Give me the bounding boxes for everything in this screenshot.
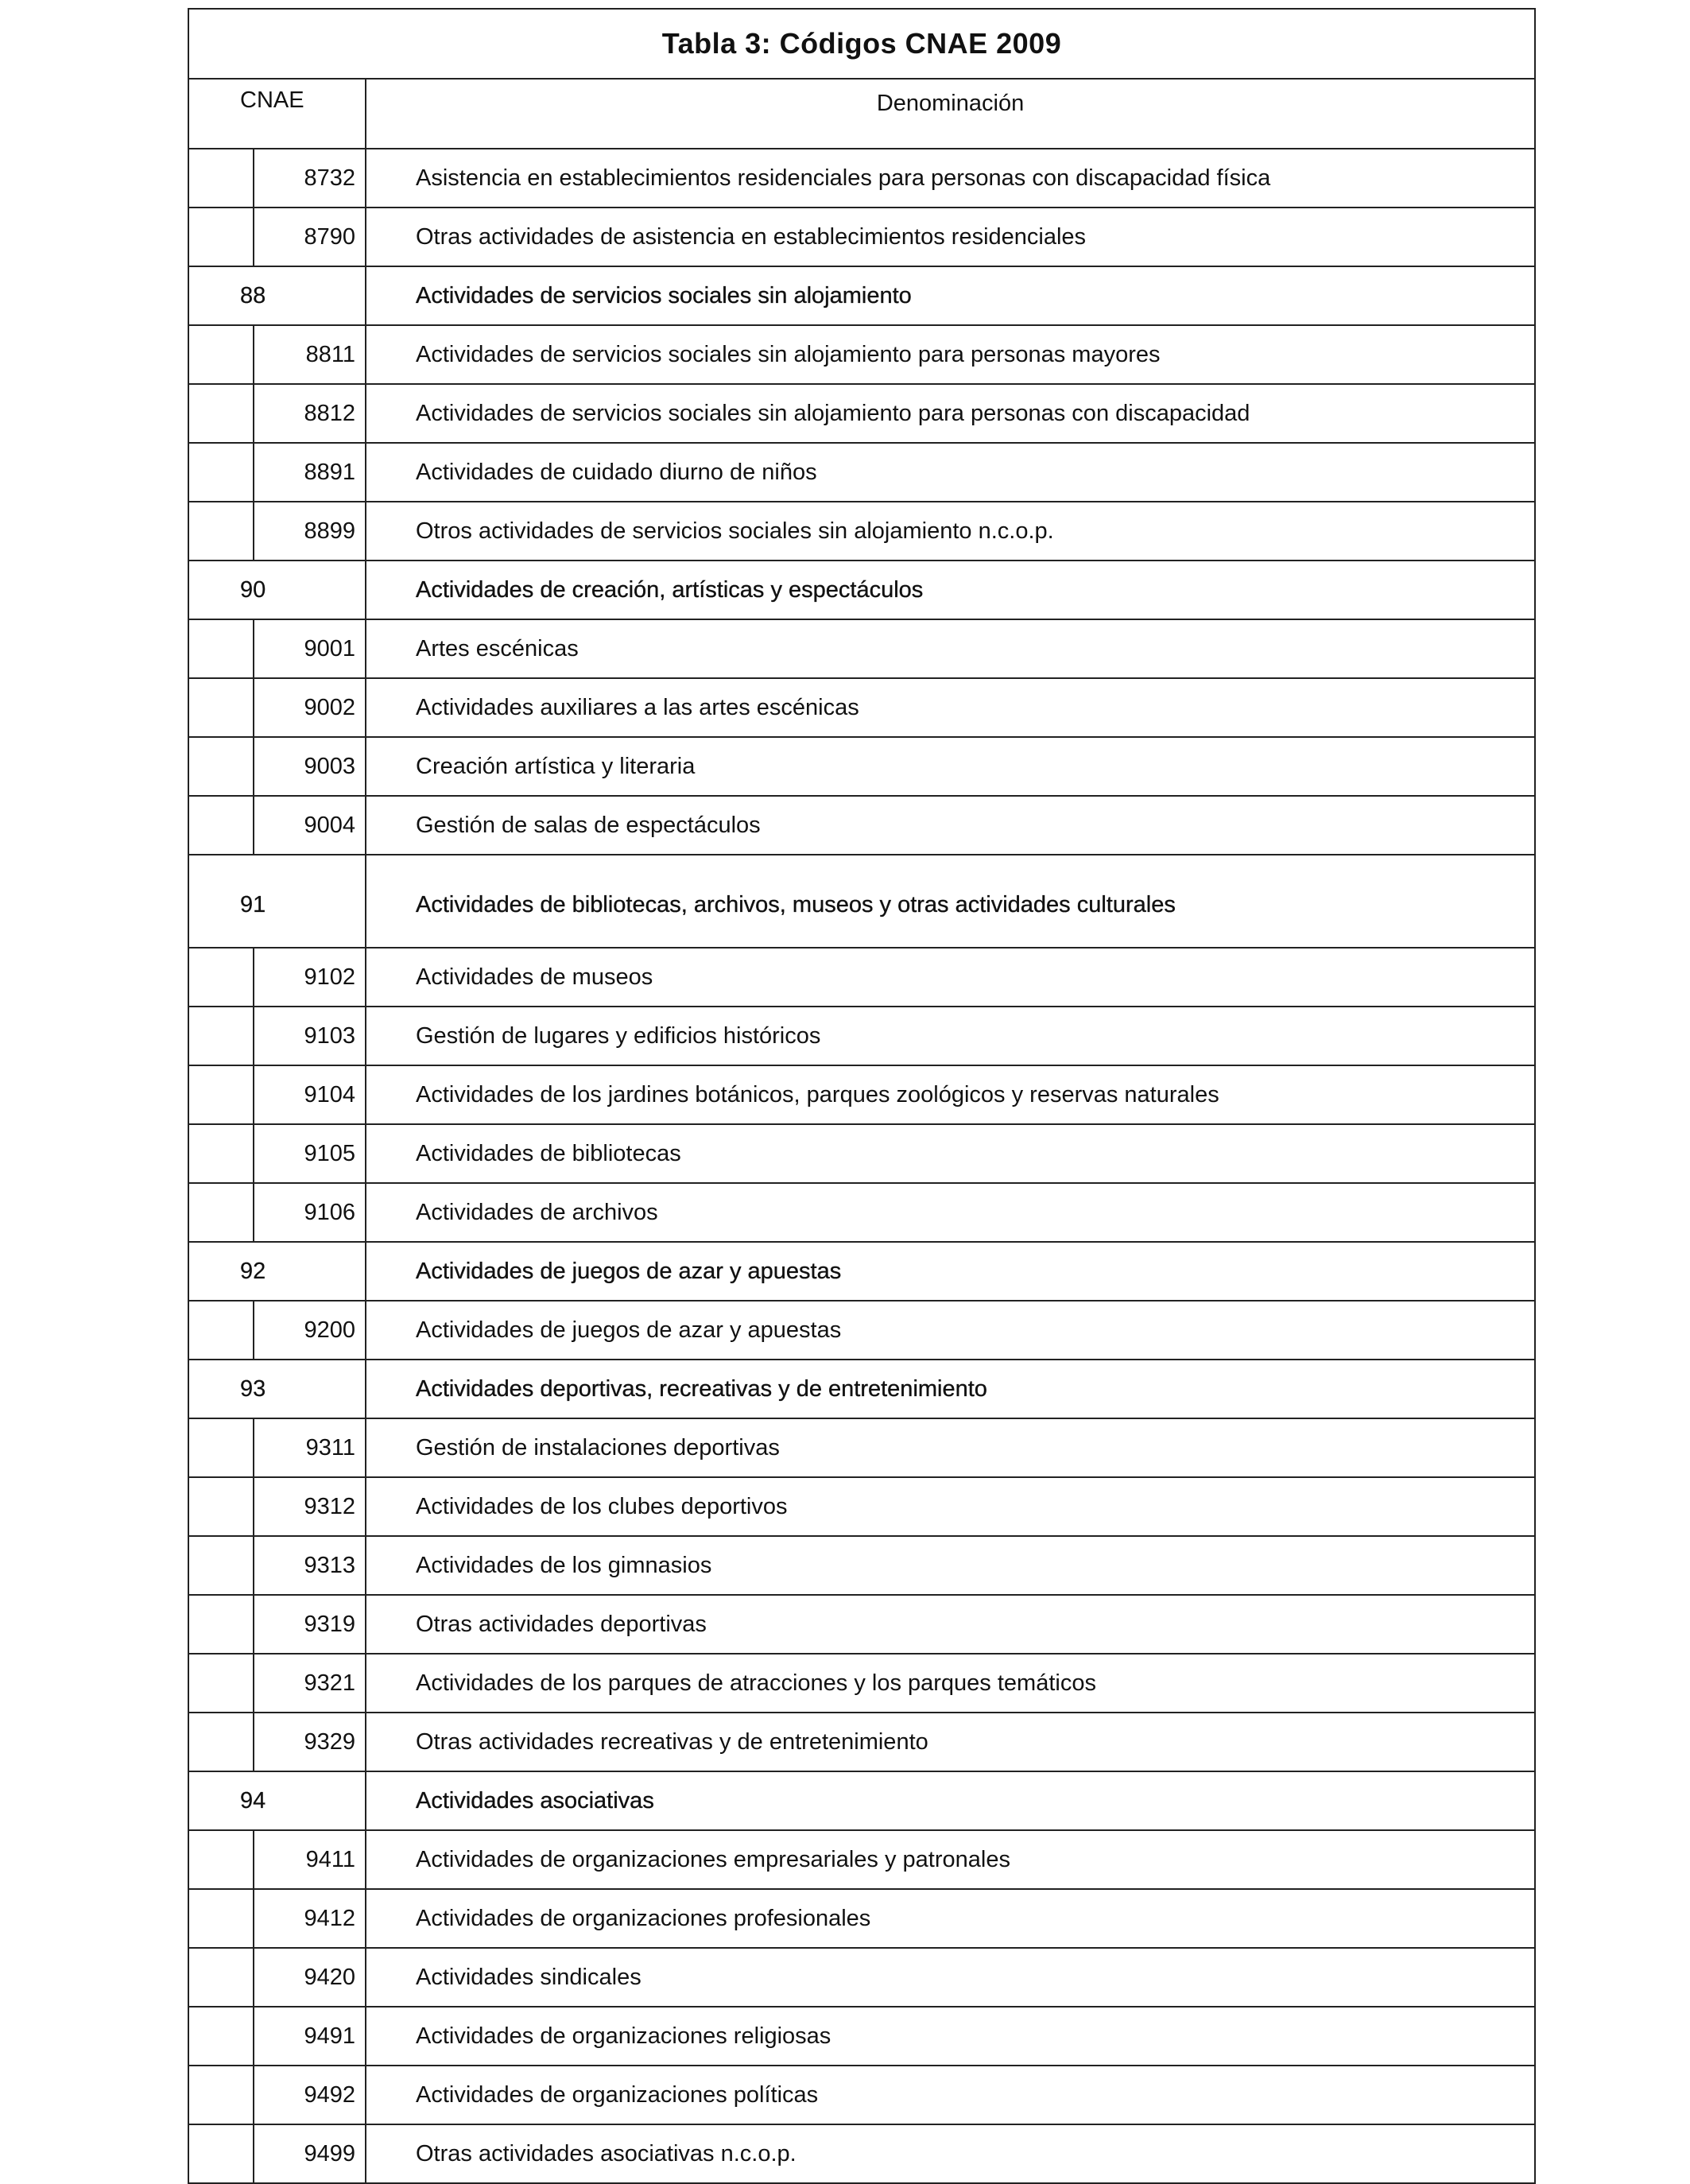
table-row xyxy=(188,1124,1535,1183)
class-code: 9105 xyxy=(254,1124,366,1183)
group-row xyxy=(188,855,1535,948)
indent-cell xyxy=(188,1889,254,1948)
group-denomination: Actividades deportivas, recreativas y de entretenimiento xyxy=(366,1360,1535,1418)
table-row xyxy=(188,384,1535,443)
table-row xyxy=(188,2066,1535,2124)
indent-cell xyxy=(188,2066,254,2124)
table-row xyxy=(188,1948,1535,2007)
table-row xyxy=(188,737,1535,796)
class-denomination: Actividades de organizaciones empresariales y patronales xyxy=(366,1830,1535,1889)
indent-cell xyxy=(188,1124,254,1183)
indent-cell xyxy=(188,619,254,678)
class-code: 9106 xyxy=(254,1183,366,1242)
class-code: 9412 xyxy=(254,1889,366,1948)
table-row xyxy=(188,1889,1535,1948)
table-row xyxy=(188,325,1535,384)
indent-cell xyxy=(188,1301,254,1360)
group-denomination: Actividades de creación, artísticas y espectáculos xyxy=(366,561,1535,619)
group-row xyxy=(188,266,1535,325)
class-code: 9200 xyxy=(254,1301,366,1360)
class-denomination: Otras actividades deportivas xyxy=(366,1595,1535,1654)
class-denomination: Actividades de archivos xyxy=(366,1183,1535,1242)
indent-cell xyxy=(188,2124,254,2183)
class-code: 9420 xyxy=(254,1948,366,2007)
class-code: 8812 xyxy=(254,384,366,443)
group-denomination: Actividades de servicios sociales sin alojamiento xyxy=(366,266,1535,325)
class-denomination: Actividades auxiliares a las artes escénicas xyxy=(366,678,1535,737)
table-row xyxy=(188,1301,1535,1360)
class-code: 9003 xyxy=(254,737,366,796)
group-code: 91 xyxy=(188,855,366,948)
indent-cell xyxy=(188,325,254,384)
table-row xyxy=(188,1830,1535,1889)
class-code: 9492 xyxy=(254,2066,366,2124)
indent-cell xyxy=(188,443,254,502)
indent-cell xyxy=(188,1830,254,1889)
table-row xyxy=(188,1418,1535,1477)
class-code: 8732 xyxy=(254,149,366,208)
group-code: 93 xyxy=(188,1360,366,1418)
table-row xyxy=(188,1595,1535,1654)
class-code: 9103 xyxy=(254,1007,366,1065)
indent-cell xyxy=(188,1418,254,1477)
table-row xyxy=(188,502,1535,561)
class-denomination: Otras actividades de asistencia en establecimientos residenciales xyxy=(366,208,1535,266)
indent-cell xyxy=(188,1948,254,2007)
class-denomination: Artes escénicas xyxy=(366,619,1535,678)
group-denomination: Actividades de juegos de azar y apuestas xyxy=(366,1242,1535,1301)
table-row xyxy=(188,1536,1535,1595)
class-code: 9319 xyxy=(254,1595,366,1654)
group-code: 94 xyxy=(188,1771,366,1830)
table-row xyxy=(188,1007,1535,1065)
class-denomination: Actividades de los parques de atracciones y los parques temáticos xyxy=(366,1654,1535,1713)
table-title-row xyxy=(188,9,1535,79)
indent-cell xyxy=(188,149,254,208)
indent-cell xyxy=(188,948,254,1007)
class-denomination: Actividades de cuidado diurno de niños xyxy=(366,443,1535,502)
class-denomination: Actividades de los gimnasios xyxy=(366,1536,1535,1595)
group-row xyxy=(188,1242,1535,1301)
class-code: 8811 xyxy=(254,325,366,384)
class-denomination: Otros actividades de servicios sociales sin alojamiento n.c.o.p. xyxy=(366,502,1535,561)
class-code: 9312 xyxy=(254,1477,366,1536)
class-denomination: Actividades de organizaciones profesionales xyxy=(366,1889,1535,1948)
class-denomination: Actividades de organizaciones religiosas xyxy=(366,2007,1535,2066)
table-row xyxy=(188,1477,1535,1536)
class-denomination: Otras actividades recreativas y de entretenimiento xyxy=(366,1713,1535,1771)
indent-cell xyxy=(188,737,254,796)
class-denomination: Actividades sindicales xyxy=(366,1948,1535,2007)
indent-cell xyxy=(188,208,254,266)
group-row xyxy=(188,561,1535,619)
class-code: 9313 xyxy=(254,1536,366,1595)
class-denomination: Gestión de salas de espectáculos xyxy=(366,796,1535,855)
table-row xyxy=(188,443,1535,502)
group-row xyxy=(188,1771,1535,1830)
table-row xyxy=(188,619,1535,678)
group-code: 92 xyxy=(188,1242,366,1301)
cnae-codes-table xyxy=(188,8,1536,2184)
indent-cell xyxy=(188,1595,254,1654)
class-denomination: Creación artística y literaria xyxy=(366,737,1535,796)
column-header-cnae: CNAE xyxy=(188,79,366,149)
class-denomination: Actividades de bibliotecas xyxy=(366,1124,1535,1183)
indent-cell xyxy=(188,1654,254,1713)
group-denomination: Actividades de bibliotecas, archivos, museos y otras actividades culturales xyxy=(366,855,1535,948)
table-title: Tabla 3: Códigos CNAE 2009 xyxy=(188,9,1535,79)
indent-cell xyxy=(188,2007,254,2066)
class-denomination: Otras actividades asociativas n.c.o.p. xyxy=(366,2124,1535,2183)
table-row xyxy=(188,1065,1535,1124)
column-header-denominacion: Denominación xyxy=(366,79,1535,149)
class-code: 9321 xyxy=(254,1654,366,1713)
class-denomination: Gestión de instalaciones deportivas xyxy=(366,1418,1535,1477)
table-row xyxy=(188,1713,1535,1771)
class-denomination: Actividades de los jardines botánicos, parques zoológicos y reservas naturales xyxy=(366,1065,1535,1124)
class-code: 9102 xyxy=(254,948,366,1007)
class-denomination: Gestión de lugares y edificios históricos xyxy=(366,1007,1535,1065)
group-denomination: Actividades asociativas xyxy=(366,1771,1535,1830)
class-denomination: Actividades de servicios sociales sin alojamiento para personas con discapacidad xyxy=(366,384,1535,443)
table-header-row xyxy=(188,79,1535,149)
table-row xyxy=(188,796,1535,855)
class-denomination: Actividades de museos xyxy=(366,948,1535,1007)
class-denomination: Actividades de los clubes deportivos xyxy=(366,1477,1535,1536)
indent-cell xyxy=(188,384,254,443)
class-denomination: Actividades de juegos de azar y apuestas xyxy=(366,1301,1535,1360)
class-code: 8790 xyxy=(254,208,366,266)
indent-cell xyxy=(188,678,254,737)
table-row xyxy=(188,208,1535,266)
class-denomination: Actividades de servicios sociales sin alojamiento para personas mayores xyxy=(366,325,1535,384)
table-row xyxy=(188,1654,1535,1713)
class-code: 9411 xyxy=(254,1830,366,1889)
table-row xyxy=(188,2007,1535,2066)
group-code: 88 xyxy=(188,266,366,325)
table-row xyxy=(188,1183,1535,1242)
class-code: 9329 xyxy=(254,1713,366,1771)
class-code: 8891 xyxy=(254,443,366,502)
class-code: 8899 xyxy=(254,502,366,561)
table-row xyxy=(188,678,1535,737)
class-code: 9104 xyxy=(254,1065,366,1124)
class-code: 9491 xyxy=(254,2007,366,2066)
indent-cell xyxy=(188,1536,254,1595)
indent-cell xyxy=(188,796,254,855)
class-code: 9004 xyxy=(254,796,366,855)
table-row xyxy=(188,2124,1535,2183)
class-code: 9002 xyxy=(254,678,366,737)
class-denomination: Actividades de organizaciones políticas xyxy=(366,2066,1535,2124)
class-code: 9001 xyxy=(254,619,366,678)
class-code: 9311 xyxy=(254,1418,366,1477)
indent-cell xyxy=(188,1065,254,1124)
indent-cell xyxy=(188,1183,254,1242)
table-row xyxy=(188,149,1535,208)
class-denomination: Asistencia en establecimientos residenciales para personas con discapacidad física xyxy=(366,149,1535,208)
indent-cell xyxy=(188,502,254,561)
group-row xyxy=(188,1360,1535,1418)
indent-cell xyxy=(188,1713,254,1771)
indent-cell xyxy=(188,1007,254,1065)
indent-cell xyxy=(188,1477,254,1536)
table-row xyxy=(188,948,1535,1007)
group-code: 90 xyxy=(188,561,366,619)
cnae-table-body xyxy=(188,9,1535,2183)
class-code: 9499 xyxy=(254,2124,366,2183)
